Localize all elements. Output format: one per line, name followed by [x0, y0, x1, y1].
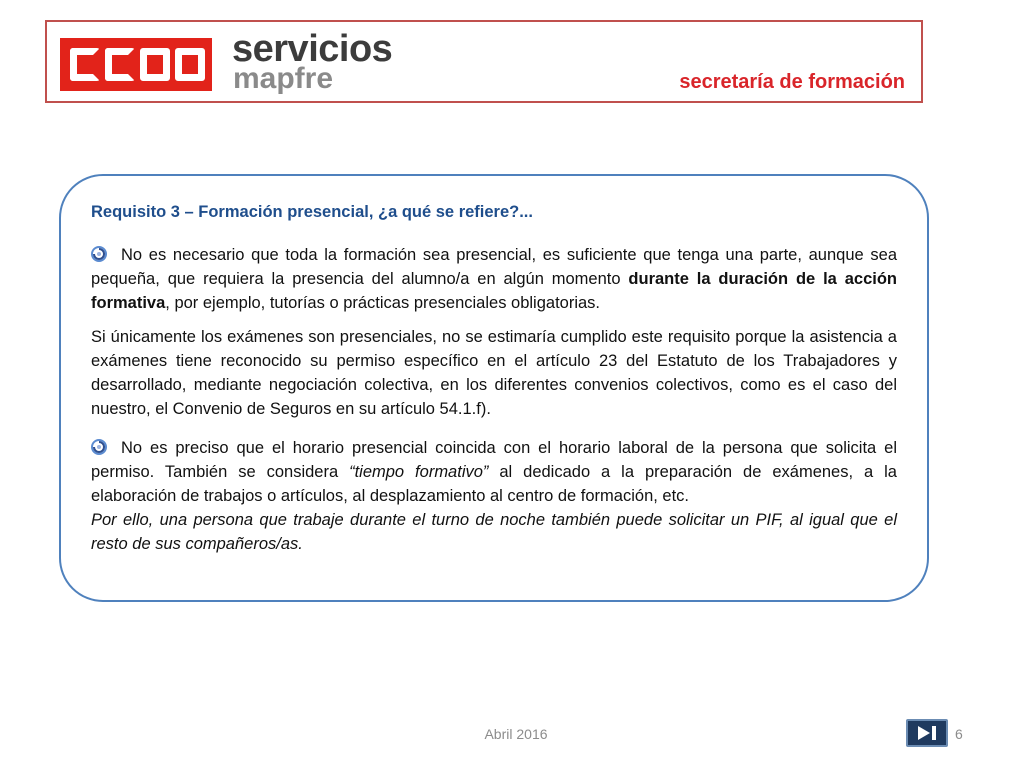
requirement-title: Requisito 3 – Formación presencial, ¿a qué se refiere?... — [91, 203, 533, 221]
brand-mapfre: mapfre — [233, 62, 334, 95]
header-banner — [45, 20, 923, 103]
page-number: 6 — [955, 726, 963, 742]
footer-date: Abril 2016 — [484, 726, 548, 742]
paragraph-1 — [91, 243, 897, 315]
next-slide-button[interactable] — [906, 719, 948, 747]
paragraph-3-tail: al dedicado a la preparación de exámenes, a la elaboración de trabajos o artículos, al desplazamiento al centro de formación, etc. — [91, 463, 897, 505]
logo-letter-o — [140, 48, 170, 81]
brand-servicios: servicios — [232, 28, 393, 70]
ccoo-logo — [60, 38, 212, 91]
paragraph-1-tail: , por ejemplo, tutorías o prácticas presenciales obligatorias. — [165, 294, 601, 312]
paragraph-2: Si únicamente los exámenes son presenciales, no se estimaría cumplido este requisito porque la asistencia a exámenes tiene reconocido su permiso específico en el artículo 23 del Estatuto de los Trabajadores y desarrollado, mediante negociación colectiva, en los diferentes convenios colectivos, como es el caso del nuestro, el Convenio de Seguros en su artículo 54.1.f). — [91, 328, 897, 418]
swirl-bullet-icon — [91, 439, 107, 455]
paragraph-3-italic: “tiempo formativo” — [349, 463, 489, 481]
content-text — [91, 200, 897, 556]
swirl-bullet-icon — [91, 246, 107, 262]
logo-letter-c — [105, 48, 135, 81]
paragraph-3-text: No es preciso que el horario presencial coincida con el horario laboral de la persona que solicita el permiso. También se considera — [91, 439, 897, 481]
next-slide-icon — [908, 721, 946, 745]
logo-letter-o — [175, 48, 205, 81]
paragraph-1-text: No es necesario que toda la formación sea presencial, es suficiente que tenga una parte, aunque sea pequeña, que requiera la presencia del alumno/a en algún momento — [91, 246, 897, 288]
department-title: secretaría de formación — [679, 71, 905, 93]
paragraph-4: Por ello, una persona que trabaje durante el turno de noche también puede solicitar un PIF, al igual que el resto de sus compañeros/as. — [91, 511, 897, 553]
paragraph-3 — [91, 436, 897, 508]
paragraph-1-bold: durante la duración de la acción formativa — [91, 270, 897, 312]
logo-letter-c — [70, 48, 100, 81]
